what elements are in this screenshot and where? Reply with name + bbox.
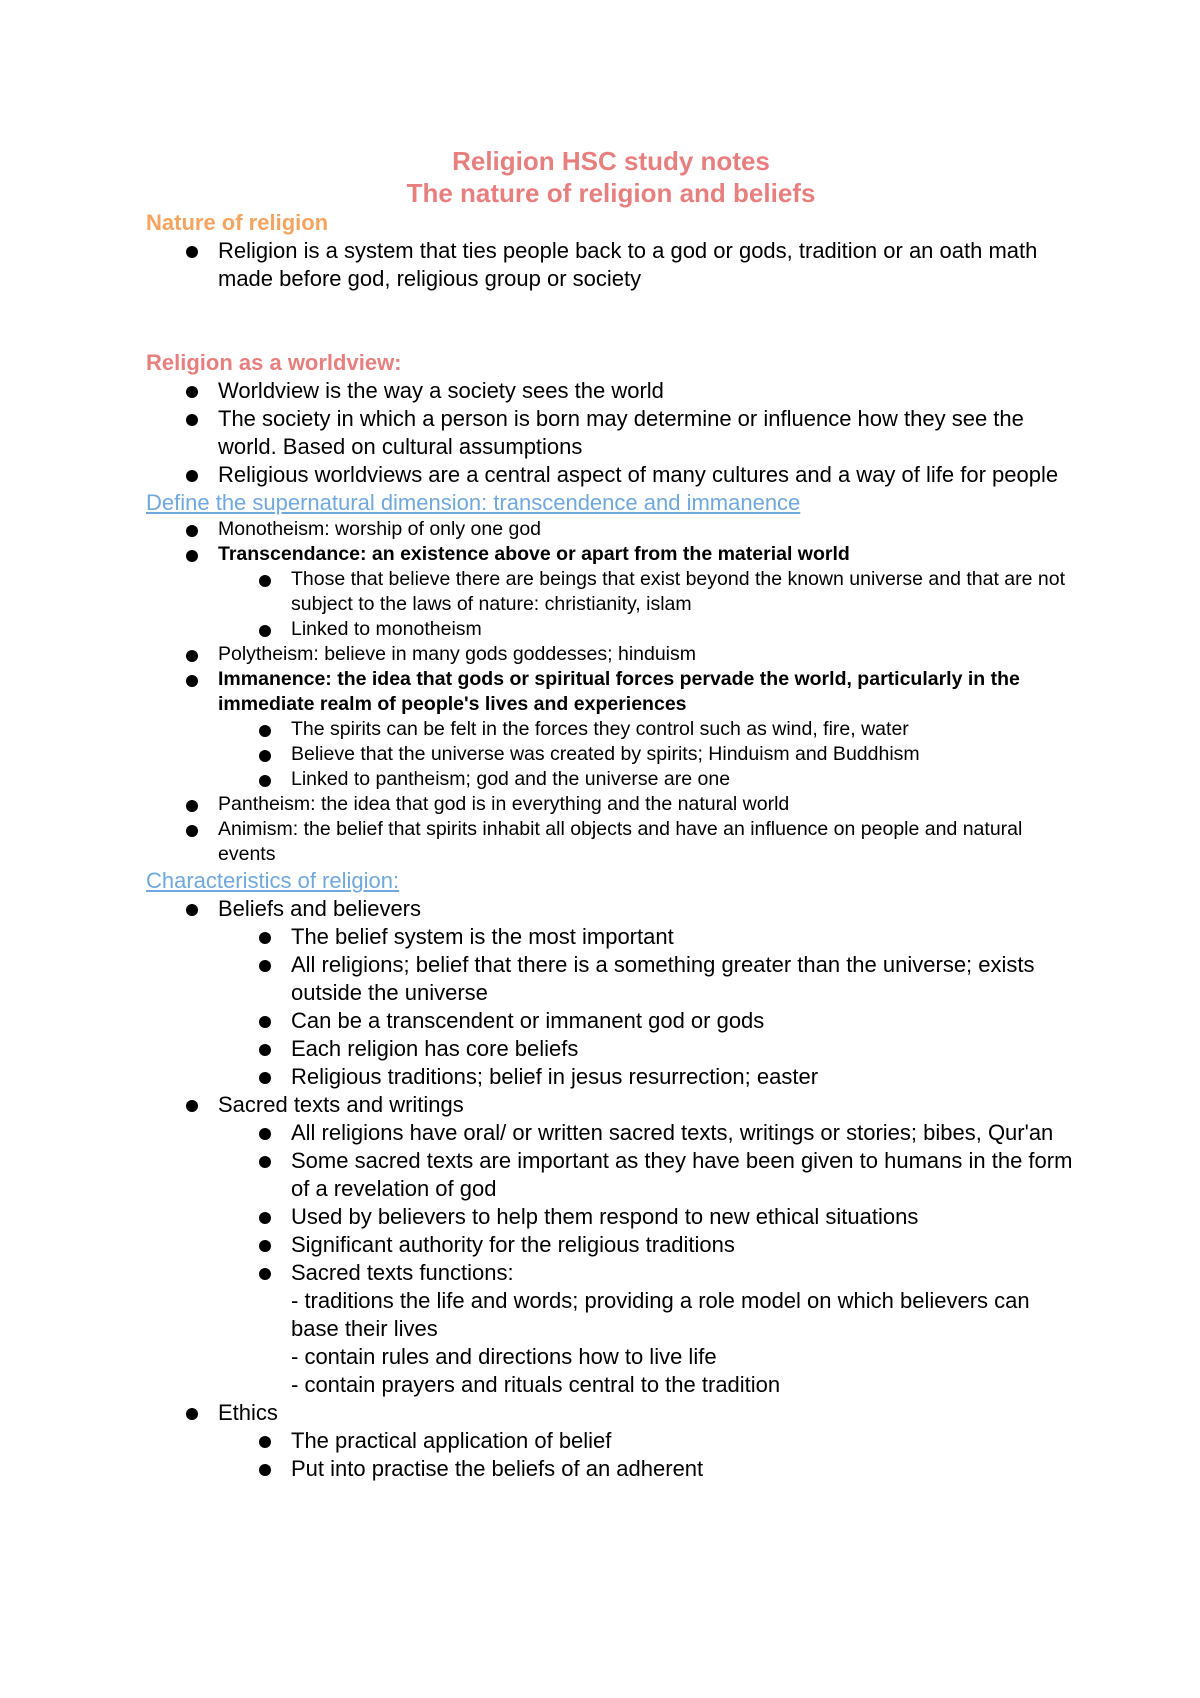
document-title: Religion HSC study notes	[452, 146, 770, 176]
list-item: Polytheism: believe in many gods goddesses; hinduism	[146, 642, 1076, 667]
blank-space	[146, 293, 1076, 349]
bullet-icon	[186, 650, 198, 662]
list-item: Each religion has core beliefs	[146, 1035, 1076, 1063]
list-item: Used by believers to help them respond to new ethical situations	[146, 1203, 1076, 1231]
bullet-icon	[186, 386, 198, 398]
list-item: Religious worldviews are a central aspect of many cultures and a way of life for people	[146, 461, 1076, 489]
list-item: Pantheism: the idea that god is in everything and the natural world	[146, 792, 1076, 817]
list-item: Religious traditions; belief in jesus resurrection; easter	[146, 1063, 1076, 1091]
list-item: All religions; belief that there is a something greater than the universe; exists outside the universe	[146, 951, 1076, 1007]
list-item: Sacred texts functions: - traditions the life and words; providing a role model on which believers can base their lives - contain rules and directions how to live life - contain prayers and rituals central to the tradition	[146, 1259, 1076, 1399]
bullet-icon	[186, 525, 198, 537]
bullet-icon	[259, 1072, 271, 1084]
bullet-icon	[259, 1464, 271, 1476]
bullet-icon	[259, 1268, 271, 1280]
list-item: Can be a transcendent or immanent god or gods	[146, 1007, 1076, 1035]
list-item: Immanence: the idea that gods or spiritual forces pervade the world, particularly in the immediate realm of people's lives and experiences	[146, 667, 1076, 717]
nature-list	[146, 237, 1076, 293]
list-item: Sacred texts and writings	[146, 1091, 1076, 1119]
bullet-icon	[259, 1212, 271, 1224]
list-item: Monotheism: worship of only one god	[146, 517, 1076, 542]
document-body	[146, 145, 1076, 1483]
list-item: Significant authority for the religious traditions	[146, 1231, 1076, 1259]
list-item: Beliefs and believers	[146, 895, 1076, 923]
bullet-icon	[259, 575, 271, 587]
list-item: Those that believe there are beings that exist beyond the known universe and that are not subject to the laws of nature: christianity, islam	[146, 567, 1076, 617]
section-link-characteristics[interactable]: Characteristics of religion:	[146, 868, 400, 893]
list-item: Some sacred texts are important as they have been given to humans in the form of a revelation of god	[146, 1147, 1076, 1203]
document-subtitle: The nature of religion and beliefs	[406, 178, 816, 208]
list-item: The society in which a person is born may determine or influence how they see the world. Based on cultural assumptions	[146, 405, 1076, 461]
bullet-icon	[186, 550, 198, 562]
section-link-supernatural[interactable]: Define the supernatural dimension: transcendence and immanence	[146, 490, 801, 515]
bullet-icon	[259, 1436, 271, 1448]
bullet-icon	[186, 675, 198, 687]
list-item: Ethics	[146, 1399, 1076, 1427]
list-item: Worldview is the way a society sees the world	[146, 377, 1076, 405]
section-heading-worldview: Religion as a worldview:	[146, 350, 402, 375]
bullet-icon	[186, 904, 198, 916]
list-item: The spirits can be felt in the forces they control such as wind, fire, water	[146, 717, 1076, 742]
bullet-icon	[259, 1156, 271, 1168]
bullet-icon	[186, 414, 198, 426]
list-item: Linked to pantheism; god and the universe are one	[146, 767, 1076, 792]
characteristics-list	[146, 895, 1076, 1483]
bullet-icon	[259, 775, 271, 787]
bullet-icon	[259, 1016, 271, 1028]
bullet-icon	[186, 800, 198, 812]
list-item: Animism: the belief that spirits inhabit all objects and have an influence on people and natural events	[146, 817, 1076, 867]
list-item: Transcendance: an existence above or apart from the material world	[146, 542, 1076, 567]
bullet-icon	[259, 750, 271, 762]
supernatural-list	[146, 517, 1076, 867]
section-heading-nature: Nature of religion	[146, 210, 329, 235]
list-item: All religions have oral/ or written sacred texts, writings or stories; bibes, Qur'an	[146, 1119, 1076, 1147]
bullet-icon	[259, 1128, 271, 1140]
list-item: Religion is a system that ties people back to a god or gods, tradition or an oath math made before god, religious group or society	[146, 237, 1076, 293]
bullet-icon	[186, 1408, 198, 1420]
list-item: Believe that the universe was created by spirits; Hinduism and Buddhism	[146, 742, 1076, 767]
bullet-icon	[186, 470, 198, 482]
list-item: Linked to monotheism	[146, 617, 1076, 642]
bullet-icon	[259, 1240, 271, 1252]
list-item: The belief system is the most important	[146, 923, 1076, 951]
bullet-icon	[259, 960, 271, 972]
bullet-icon	[186, 246, 198, 258]
bullet-icon	[259, 1044, 271, 1056]
bullet-icon	[259, 725, 271, 737]
bullet-icon	[186, 825, 198, 837]
bullet-icon	[259, 625, 271, 637]
list-item: The practical application of belief	[146, 1427, 1076, 1455]
list-item: Put into practise the beliefs of an adherent	[146, 1455, 1076, 1483]
bullet-icon	[259, 932, 271, 944]
worldview-list	[146, 377, 1076, 489]
bullet-icon	[186, 1100, 198, 1112]
